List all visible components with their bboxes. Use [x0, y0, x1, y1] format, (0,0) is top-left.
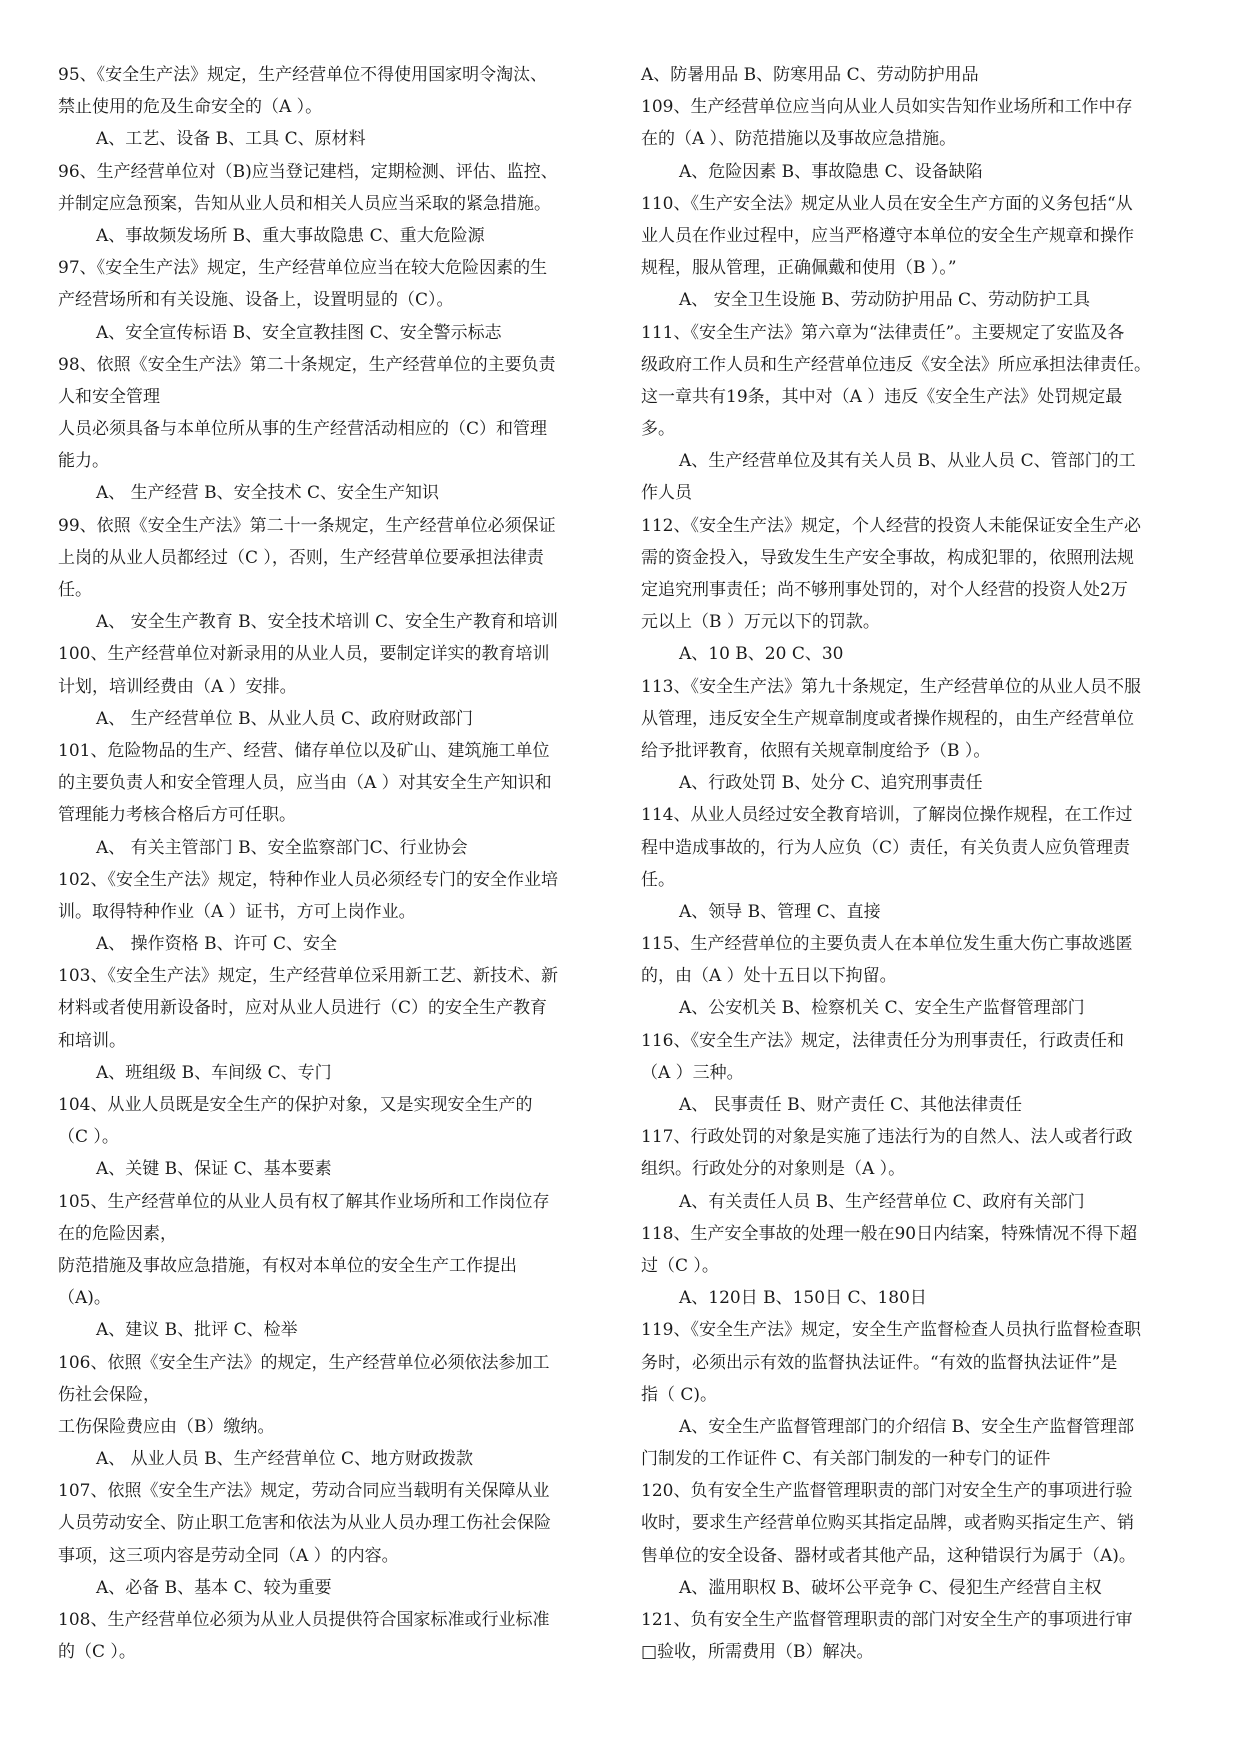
answer-options-line: A、120日 B、150日 C、180日 [679, 1288, 927, 1309]
question-text-line: 在的危险因素， [58, 1223, 177, 1244]
question-text-line: 的（C ）。 [58, 1642, 136, 1663]
question-text-line: 计划，培训经费由（A ）安排。 [58, 676, 297, 697]
question-text-line: 禁止使用的危及生命安全的（A ）。 [58, 97, 323, 118]
question-text-line: 组织。行政处分的对象则是（A ）。 [641, 1159, 906, 1180]
answer-options-line: A、必备 B、基本 C、较为重要 [96, 1577, 332, 1598]
question-text-line: 收时，要求生产经营单位购买其指定品牌，或者购买指定生产、销 [641, 1513, 1134, 1534]
left-column [58, 59, 608, 1668]
question-text-line: 定追究刑事责任；尚不够刑事处罚的，对个人经营的投资人处2万 [641, 580, 1128, 600]
question-text-line: 109、生产经营单位应当向从业人员如实告知作业场所和工作中存 [641, 97, 1133, 118]
question-text-line: 在的（A ）、防范措施以及事故应急措施。 [641, 129, 957, 150]
question-text-line: 99、依照《安全生产法》第二十一条规定，生产经营单位必须保证 [58, 515, 556, 536]
question-text-line: 108、生产经营单位必须为从业人员提供符合国家标准或行业标准 [58, 1610, 550, 1630]
question-text-line: 多。 [641, 419, 675, 440]
right-column [641, 59, 1191, 1668]
question-text-line: 112、《安全生产法》规定，个人经营的投资人未能保证安全生产必 [641, 515, 1141, 536]
answer-options-line: A、安全宣传标语 B、安全宣教挂图 C、安全警示标志 [96, 322, 502, 343]
question-text-line: 104、从业人员既是安全生产的保护对象，又是实现安全生产的 [58, 1095, 533, 1115]
question-text-line: 114、从业人员经过安全教育培训，了解岗位操作规程，在工作过 [641, 805, 1133, 826]
question-text-line: 管理能力考核合格后方可任职。 [58, 805, 296, 826]
question-text-line: 106、依照《安全生产法》的规定，生产经营单位必须依法参加工 [58, 1352, 550, 1373]
question-text-line: 作人员 [641, 483, 692, 504]
question-text-line: 事项，这三项内容是劳动全同（A ）的内容。 [58, 1545, 399, 1566]
question-text-line: （C ）。 [58, 1127, 119, 1148]
answer-options-line: A、滥用职权 B、破坏公平竞争 C、侵犯生产经营自主权 [679, 1577, 1102, 1598]
answer-options-line: A、事故频发场所 B、重大事故隐患 C、重大危险源 [96, 225, 485, 246]
question-text-line: 和培训。 [58, 1030, 126, 1051]
question-text-line: 117、行政处罚的对象是实施了违法行为的自然人、法人或者行政 [641, 1127, 1133, 1148]
question-text-line: 96、生产经营单位对（B)应当登记建档，定期检测、评估、监控、 [58, 161, 558, 182]
question-text-line: 业人员在作业过程中，应当严格遵守本单位的安全生产规章和操作 [641, 225, 1134, 246]
question-text-line: 工伤保险费应由（B）缴纳。 [58, 1416, 275, 1437]
question-text-line: （A ）三种。 [641, 1062, 744, 1083]
question-text-line: 97、《安全生产法》规定，生产经营单位应当在较大危险因素的生 [58, 258, 548, 279]
question-text-line: 能力。 [58, 451, 109, 472]
question-text-line: A、防暑用品 B、防寒用品 C、劳动防护用品 [641, 65, 979, 85]
question-text-line: 任。 [58, 580, 92, 600]
answer-options-line: A、领导 B、管理 C、直接 [679, 901, 881, 922]
answer-options-line: A、行政处罚 B、处分 C、追究刑事责任 [679, 773, 983, 794]
answer-options-line: A、安全生产监督管理部门的介绍信 B、安全生产监督管理部 [679, 1416, 1135, 1437]
question-text-line: （A)。 [58, 1288, 111, 1309]
answer-options-line: A、 安全生产教育 B、安全技术培训 C、安全生产教育和培训 [96, 612, 558, 633]
question-text-line: 95、《安全生产法》规定，生产经营单位不得使用国家明令淘汰、 [58, 65, 548, 85]
question-text-line: 任。 [641, 869, 675, 890]
question-text-line: 107、依照《安全生产法》规定，劳动合同应当载明有关保障从业 [58, 1481, 550, 1502]
question-text-line: 训。取得特种作业（A ）证书，方可上岗作业。 [58, 901, 416, 922]
answer-options-line: A、 生产经营 B、安全技术 C、安全生产知识 [96, 483, 439, 504]
answer-options-line: A、关键 B、保证 C、基本要素 [96, 1159, 332, 1180]
question-text-line: 98、依照《安全生产法》第二十条规定，生产经营单位的主要负责 [58, 354, 556, 375]
answer-options-line: A、10 B、20 C、30 [679, 644, 844, 665]
question-text-line: 的，由（A ）处十五日以下拘留。 [641, 966, 897, 987]
question-text-line: 务时，必须出示有效的监督执法证件。“有效的监督执法证件”是 [641, 1352, 1118, 1373]
question-text-line: 110、《生产安全法》规定从业人员在安全生产方面的义务包括“从 [641, 193, 1133, 214]
question-text-line: 人和安全管理 [58, 386, 160, 407]
question-text-line: 115、生产经营单位的主要负责人在本单位发生重大伤亡事故逃匿 [641, 934, 1133, 955]
question-text-line: 过（C ）。 [641, 1255, 719, 1276]
answer-options-line: A、 生产经营单位 B、从业人员 C、政府财政部门 [96, 708, 473, 729]
question-text-line: □验收，所需费用（B）解决。 [641, 1642, 874, 1663]
question-text-line: 程中造成事故的，行为人应负（C）责任，有关负责人应负管理责 [641, 837, 1131, 858]
question-text-line: 111、《安全生产法》第六章为“法律责任”。主要规定了安监及各 [641, 322, 1125, 343]
question-text-line: 人员劳动安全、防止职工危害和依法为从业人员办理工伤社会保险 [58, 1513, 551, 1534]
question-text-line: 100、生产经营单位对新录用的从业人员，要制定详实的教育培训 [58, 644, 550, 665]
answer-options-line: A、 民事责任 B、财产责任 C、其他法律责任 [679, 1095, 1022, 1115]
question-text-line: 从管理，违反安全生产规章制度或者操作规程的，由生产经营单位 [641, 708, 1134, 729]
answer-options-line: A、 操作资格 B、许可 C、安全 [96, 934, 337, 955]
question-text-line: 材料或者使用新设备时，应对从业人员进行（C）的安全生产教育 [58, 998, 548, 1019]
question-text-line: 118、生产安全事故的处理一般在90日内结案，特殊情况不得下超 [641, 1223, 1138, 1244]
question-text-line: 指（ C)。 [641, 1384, 718, 1405]
question-text-line: 售单位的安全设备、器材或者其他产品，这种错误行为属于（A)。 [641, 1545, 1136, 1566]
answer-options-line: A、危险因素 B、事故隐患 C、设备缺陷 [679, 161, 983, 182]
question-text-line: 113、《安全生产法》第九十条规定，生产经营单位的从业人员不服 [641, 676, 1141, 697]
answer-options-line: A、有关责任人员 B、生产经营单位 C、政府有关部门 [679, 1191, 1085, 1212]
question-text-line: 人员必须具备与本单位所从事的生产经营活动相应的（C）和管理 [58, 419, 548, 440]
answer-options-line: A、 安全卫生设施 B、劳动防护用品 C、劳动防护工具 [679, 290, 1090, 311]
question-text-line: 伤社会保险， [58, 1384, 160, 1405]
question-text-line: 需的资金投入，导致发生生产安全事故，构成犯罪的，依照刑法规 [641, 547, 1134, 568]
answer-options-line: A、 有关主管部门 B、安全监察部门C、行业协会 [96, 837, 468, 858]
answer-options-line: A、工艺、设备 B、工具 C、原材料 [96, 129, 366, 150]
question-text-line: 防范措施及事故应急措施，有权对本单位的安全生产工作提出 [58, 1255, 517, 1276]
question-text-line: 101、危险物品的生产、经营、储存单位以及矿山、建筑施工单位 [58, 740, 550, 761]
question-text-line: 级政府工作人员和生产经营单位违反《安全法》所应承担法律责任。 [641, 354, 1151, 375]
question-text-line: 产经营场所和有关设施、设备上，设置明显的（C）。 [58, 290, 454, 311]
answer-options-line: A、建议 B、批评 C、检举 [96, 1320, 298, 1341]
question-text-line: 121、负有安全生产监督管理职责的部门对安全生产的事项进行审 [641, 1610, 1133, 1630]
question-text-line: 元以上（B ）万元以下的罚款。 [641, 612, 880, 633]
answer-options-line: A、生产经营单位及其有关人员 B、从业人员 C、管部门的工 [679, 451, 1136, 472]
answer-options-line: A、 从业人员 B、生产经营单位 C、地方财政拨款 [96, 1449, 473, 1470]
question-text-line: 给予批评教育，依照有关规章制度给予（B ）。 [641, 740, 991, 761]
question-text-line: 门制发的工作证件 C、有关部门制发的一种专门的证件 [641, 1449, 1051, 1470]
question-text-line: 102、《安全生产法》规定，特种作业人员必须经专门的安全作业培 [58, 869, 558, 890]
answer-options-line: A、班组级 B、车间级 C、专门 [96, 1062, 332, 1083]
question-text-line: 105、生产经营单位的从业人员有权了解其作业场所和工作岗位存 [58, 1191, 550, 1212]
answer-options-line: A、公安机关 B、检察机关 C、安全生产监督管理部门 [679, 998, 1085, 1019]
question-text-line: 上岗的从业人员都经过（C ），否则，生产经营单位要承担法律责 [58, 547, 544, 568]
question-text-line: 并制定应急预案，告知从业人员和相关人员应当采取的紧急措施。 [58, 193, 551, 214]
question-text-line: 120、负有安全生产监督管理职责的部门对安全生产的事项进行验 [641, 1481, 1133, 1502]
question-text-line: 规程，服从管理，正确佩戴和使用（B ）。” [641, 258, 957, 279]
question-text-line: 这一章共有19条，其中对（A ）违反《安全生产法》处罚规定最 [641, 386, 1123, 407]
question-text-line: 103、《安全生产法》规定，生产经营单位采用新工艺、新技术、新 [58, 966, 558, 987]
question-text-line: 的主要负责人和安全管理人员，应当由（A ）对其安全生产知识和 [58, 773, 552, 794]
question-text-line: 116、《安全生产法》规定，法律责任分为刑事责任，行政责任和 [641, 1030, 1124, 1051]
question-text-line: 119、《安全生产法》规定，安全生产监督检查人员执行监督检查职 [641, 1320, 1141, 1341]
